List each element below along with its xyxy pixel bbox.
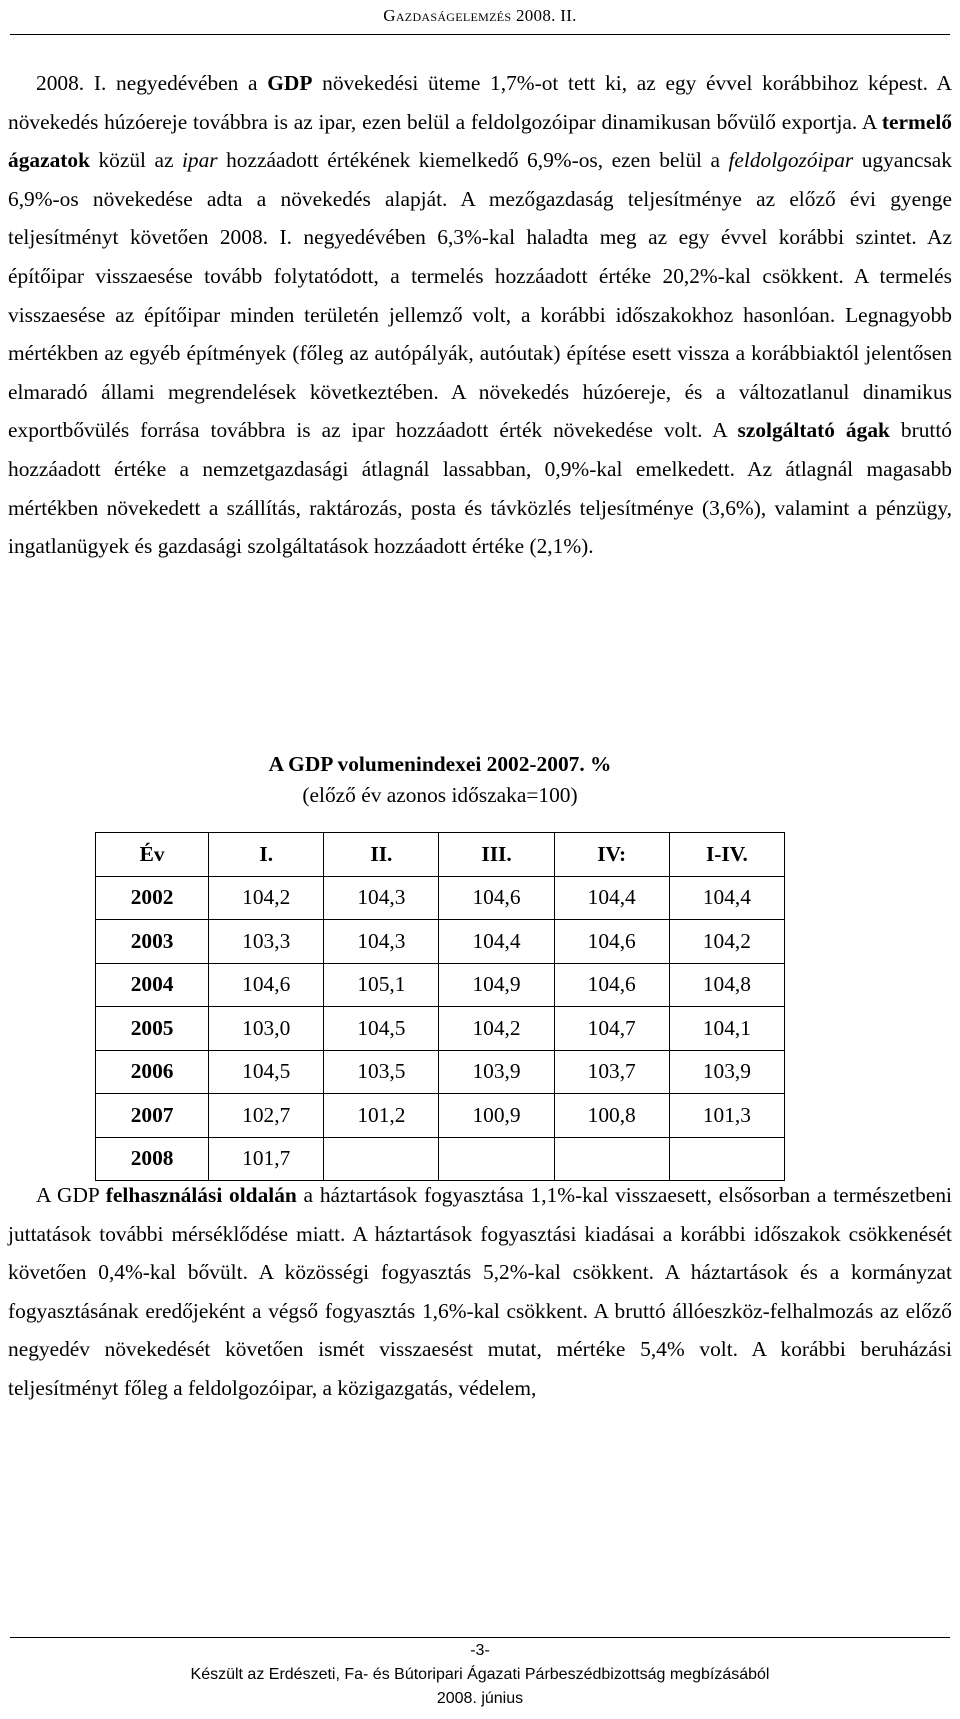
header-cell: IV: xyxy=(554,833,669,877)
year-cell: 2004 xyxy=(96,963,209,1007)
table-cell: 103,3 xyxy=(209,920,324,964)
table-cell xyxy=(554,1137,669,1181)
table-cell: 103,9 xyxy=(439,1050,554,1094)
text-span: 2008. I. negyedévében a xyxy=(36,71,268,95)
table-cell: 105,1 xyxy=(324,963,439,1007)
table-cell: 104,7 xyxy=(554,1007,669,1051)
table-cell: 104,4 xyxy=(554,876,669,920)
table-cell: 101,3 xyxy=(669,1094,784,1138)
footer-date: 2008. június xyxy=(436,1690,524,1707)
table-cell xyxy=(324,1137,439,1181)
table-cell: 104,6 xyxy=(554,963,669,1007)
table-title: A GDP volumenindexei 2002-2007. % xyxy=(268,752,612,776)
table-cell: 101,7 xyxy=(209,1137,324,1181)
bold-termelo-agazatok: termelő ágazatok xyxy=(8,109,952,173)
table-row xyxy=(96,1137,785,1181)
header-cell: III. xyxy=(439,833,554,877)
table-cell: 102,7 xyxy=(209,1094,324,1138)
table-cell xyxy=(439,1137,554,1181)
table-row xyxy=(96,1050,785,1094)
table-cell: 104,6 xyxy=(439,876,554,920)
header-issue: 2008. II. xyxy=(515,6,577,25)
table-cell: 104,8 xyxy=(669,963,784,1007)
table-cell: 104,5 xyxy=(209,1050,324,1094)
paragraph-production xyxy=(8,64,952,566)
table-row xyxy=(96,876,785,920)
table-cell: 104,6 xyxy=(554,920,669,964)
italic-feldolgozoipar: feldolgozóipar xyxy=(728,148,854,173)
year-cell: 2007 xyxy=(96,1094,209,1138)
header-cell: I. xyxy=(209,833,324,877)
paragraph-usage-side xyxy=(8,1176,952,1408)
header-cell: Év xyxy=(96,833,209,877)
table-subtitle: (előző év azonos időszaka=100) xyxy=(302,783,578,807)
table-row xyxy=(96,1094,785,1138)
table-cell: 101,2 xyxy=(324,1094,439,1138)
table-cell: 104,2 xyxy=(669,920,784,964)
footer-divider xyxy=(10,1637,950,1638)
footer-credit: Készült az Erdészeti, Fa- és Bútoripari Ágazati Párbeszédbizottság megbízásából xyxy=(190,1666,770,1683)
table-cell: 100,9 xyxy=(439,1094,554,1138)
table-row xyxy=(96,1007,785,1051)
bold-szolgaltato-agak: szolgáltató ágak xyxy=(737,418,890,443)
year-cell: 2005 xyxy=(96,1007,209,1051)
year-cell: 2008 xyxy=(96,1137,209,1181)
table-cell: 104,2 xyxy=(209,876,324,920)
table-cell: 103,7 xyxy=(554,1050,669,1094)
table-cell: 100,8 xyxy=(554,1094,669,1138)
text-span: ugyancsak 6,9%-os növekedése adta a növekedés alapját. A mezőgazdaság teljesítménye az előző évi gyenge teljesítményt követően 2008. I. negyedévében 6,3%-kal haladta meg az egy évvel korábbi szintet. Az építőipar visszaesése tovább folytatódott, a termelés hozzáadott értéke 20,2%-kal csökkent. A termelés visszaesése az építőipar minden területén jellemző volt, a korábbi időszakokhoz hasonlóan. Legnagyobb mértékben az egyéb építmények (főleg az autópályák, autóutak) építése esett vissza a korábbiaktól jelentősen elmaradó állami megrendelések következtében. A növekedés húzóereje, és a változatlanul dinamikus exportbővülés forrása továbbra is az ipar hozzáadott érték növekedése volt. A xyxy=(8,148,952,443)
table-cell: 104,2 xyxy=(439,1007,554,1051)
text-span: bruttó hozzáadott értéke a nemzetgazdasági átlagnál lassabban, 0,9%-kal emelkedett. Az átlagnál magasabb mértékben növekedett a szállítás, raktározás, posta és távközlés teljesítménye (3,6%), valamint a pénzügy, ingatlanügyek és gazdasági szolgáltatások hozzáadott értéke (2,1%). xyxy=(8,418,952,559)
table-cell: 103,0 xyxy=(209,1007,324,1051)
text-span: hozzáadott értékének kiemelkedő 6,9%-os, ezen belül a xyxy=(217,148,729,173)
header-cell: I-IV. xyxy=(669,833,784,877)
table-cell: 103,5 xyxy=(324,1050,439,1094)
table-cell: 104,3 xyxy=(324,876,439,920)
table-row xyxy=(96,963,785,1007)
text-span: növekedési üteme 1,7%-ot tett ki, az egy évvel korábbihoz képest. A növekedés húzóereje továbbra is az ipar, ezen belül a feldolgozóipar dinamikusan bővülő exportja. A xyxy=(8,71,952,134)
bold-felhasznalasi-oldalan: felhasználási oldalán xyxy=(105,1183,297,1207)
header-title-initial: G xyxy=(383,6,396,25)
year-cell: 2002 xyxy=(96,876,209,920)
table-cell xyxy=(669,1137,784,1181)
table-cell: 104,9 xyxy=(439,963,554,1007)
page-number: -3- xyxy=(470,1642,490,1659)
table-cell: 104,1 xyxy=(669,1007,784,1051)
table-cell: 103,9 xyxy=(669,1050,784,1094)
italic-ipar: ipar xyxy=(181,148,218,173)
table-cell: 104,4 xyxy=(439,920,554,964)
header-divider xyxy=(10,34,950,35)
year-cell: 2003 xyxy=(96,920,209,964)
header-cell: II. xyxy=(324,833,439,877)
table-cell: 104,5 xyxy=(324,1007,439,1051)
table-cell: 104,3 xyxy=(324,920,439,964)
text-span: közül az xyxy=(90,148,182,173)
running-header xyxy=(0,6,960,26)
year-cell: 2006 xyxy=(96,1050,209,1094)
table-cell: 104,6 xyxy=(209,963,324,1007)
text-span: A GDP xyxy=(36,1183,106,1207)
text-span: a háztartások fogyasztása 1,1%-kal visszaesett, elsősorban a természetbeni juttatások további mérséklődése miatt. A háztartások fogyasztási kiadásai a korábbi időszakok csökkenését követően 0,4%-kal bővült. A közösségi fogyasztás 5,2%-kal csökkent. A háztartások és a kormányzat fogyasztásának eredőjeként a végső fogyasztás 1,6%-kal csökkent. A bruttó állóeszköz-felhalmozás az előző negyedév növekedését követően ismét visszaesést mutat, mértéke 5,4% volt. A korábbi beruházási teljesítményt főleg a feldolgozóipar, a közigazgatás, védelem, xyxy=(8,1183,952,1400)
table-row xyxy=(96,920,785,964)
table-header-row xyxy=(96,833,785,877)
table-cell: 104,4 xyxy=(669,876,784,920)
header-title: azdaságelemzés xyxy=(395,6,512,25)
bold-gdp: GDP xyxy=(267,71,313,95)
gdp-volume-index-table xyxy=(95,832,785,1181)
